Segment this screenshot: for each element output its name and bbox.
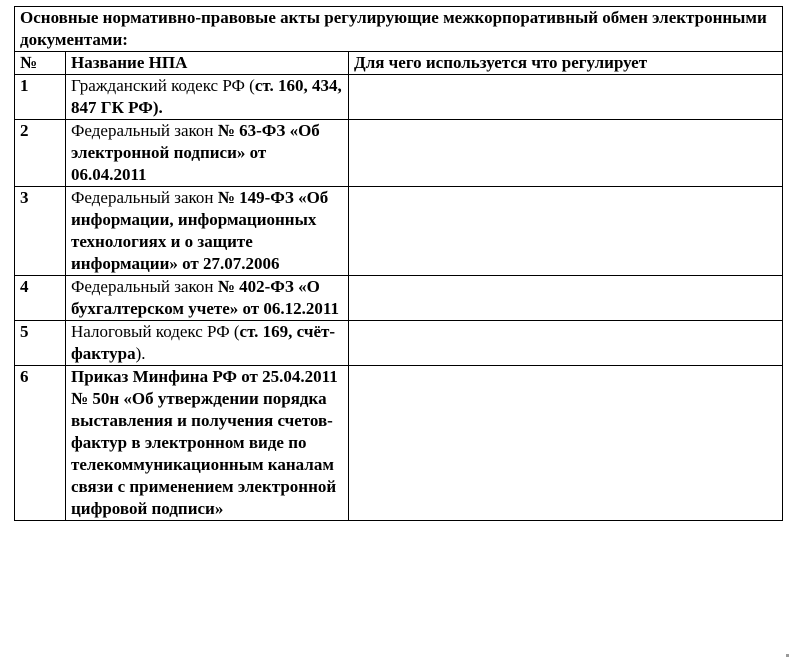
act-name-text: ).	[135, 344, 146, 363]
act-name-text: Федеральный закон	[71, 121, 218, 140]
act-name-text: Федеральный закон	[71, 188, 218, 207]
table-row	[15, 75, 783, 120]
row-number: 3	[15, 187, 66, 276]
row-number: 6	[15, 366, 66, 521]
purpose-cell	[349, 321, 783, 366]
purpose-cell	[349, 366, 783, 521]
act-name-text: № 149-ФЗ «Об информации, информационных технологиях и о защите информации» от 27.07.2006	[71, 188, 329, 273]
table-caption-row	[15, 7, 783, 52]
table-caption: Основные нормативно-правовые акты регулирующие межкорпоративный обмен электронными документами:	[15, 7, 783, 52]
npa-table	[14, 6, 783, 521]
act-name-text: Приказ Минфина РФ от 25.04.2011 № 50н «Об утверждении порядка выставления и получения счетов-фактур в электронном виде по телекоммуникационным каналам связи с применением электронной цифровой подписи»	[71, 367, 338, 518]
column-header-name: Название НПА	[66, 52, 349, 75]
table-row	[15, 187, 783, 276]
table-row	[15, 321, 783, 366]
row-number: 1	[15, 75, 66, 120]
page-edge-mark	[786, 654, 789, 657]
table-row	[15, 276, 783, 321]
table-row	[15, 366, 783, 521]
act-name-cell	[66, 276, 349, 321]
row-number: 2	[15, 120, 66, 187]
act-name-text: Гражданский кодекс РФ (	[71, 76, 255, 95]
act-name-cell	[66, 321, 349, 366]
act-name-text: № 63-ФЗ «Об электронной подписи» от 06.04.2011	[71, 121, 320, 184]
table-row	[15, 120, 783, 187]
purpose-cell	[349, 120, 783, 187]
purpose-cell	[349, 187, 783, 276]
act-name-cell	[66, 75, 349, 120]
act-name-text: Федеральный закон	[71, 277, 218, 296]
column-header-number: №	[15, 52, 66, 75]
act-name-text: ст. 160, 434, 847 ГК РФ).	[71, 76, 342, 117]
act-name-cell	[66, 120, 349, 187]
row-number: 4	[15, 276, 66, 321]
row-number: 5	[15, 321, 66, 366]
act-name-text: Налоговый кодекс РФ (	[71, 322, 240, 341]
act-name-cell	[66, 187, 349, 276]
act-name-text: № 402-ФЗ «О бухгалтерском учете» от 06.12.2011	[71, 277, 339, 318]
purpose-cell	[349, 75, 783, 120]
purpose-cell	[349, 276, 783, 321]
column-header-purpose: Для чего используется что регулирует	[349, 52, 783, 75]
act-name-text: ст. 169, счёт-фактура	[71, 322, 336, 363]
act-name-cell	[66, 366, 349, 521]
table-header-row	[15, 52, 783, 75]
